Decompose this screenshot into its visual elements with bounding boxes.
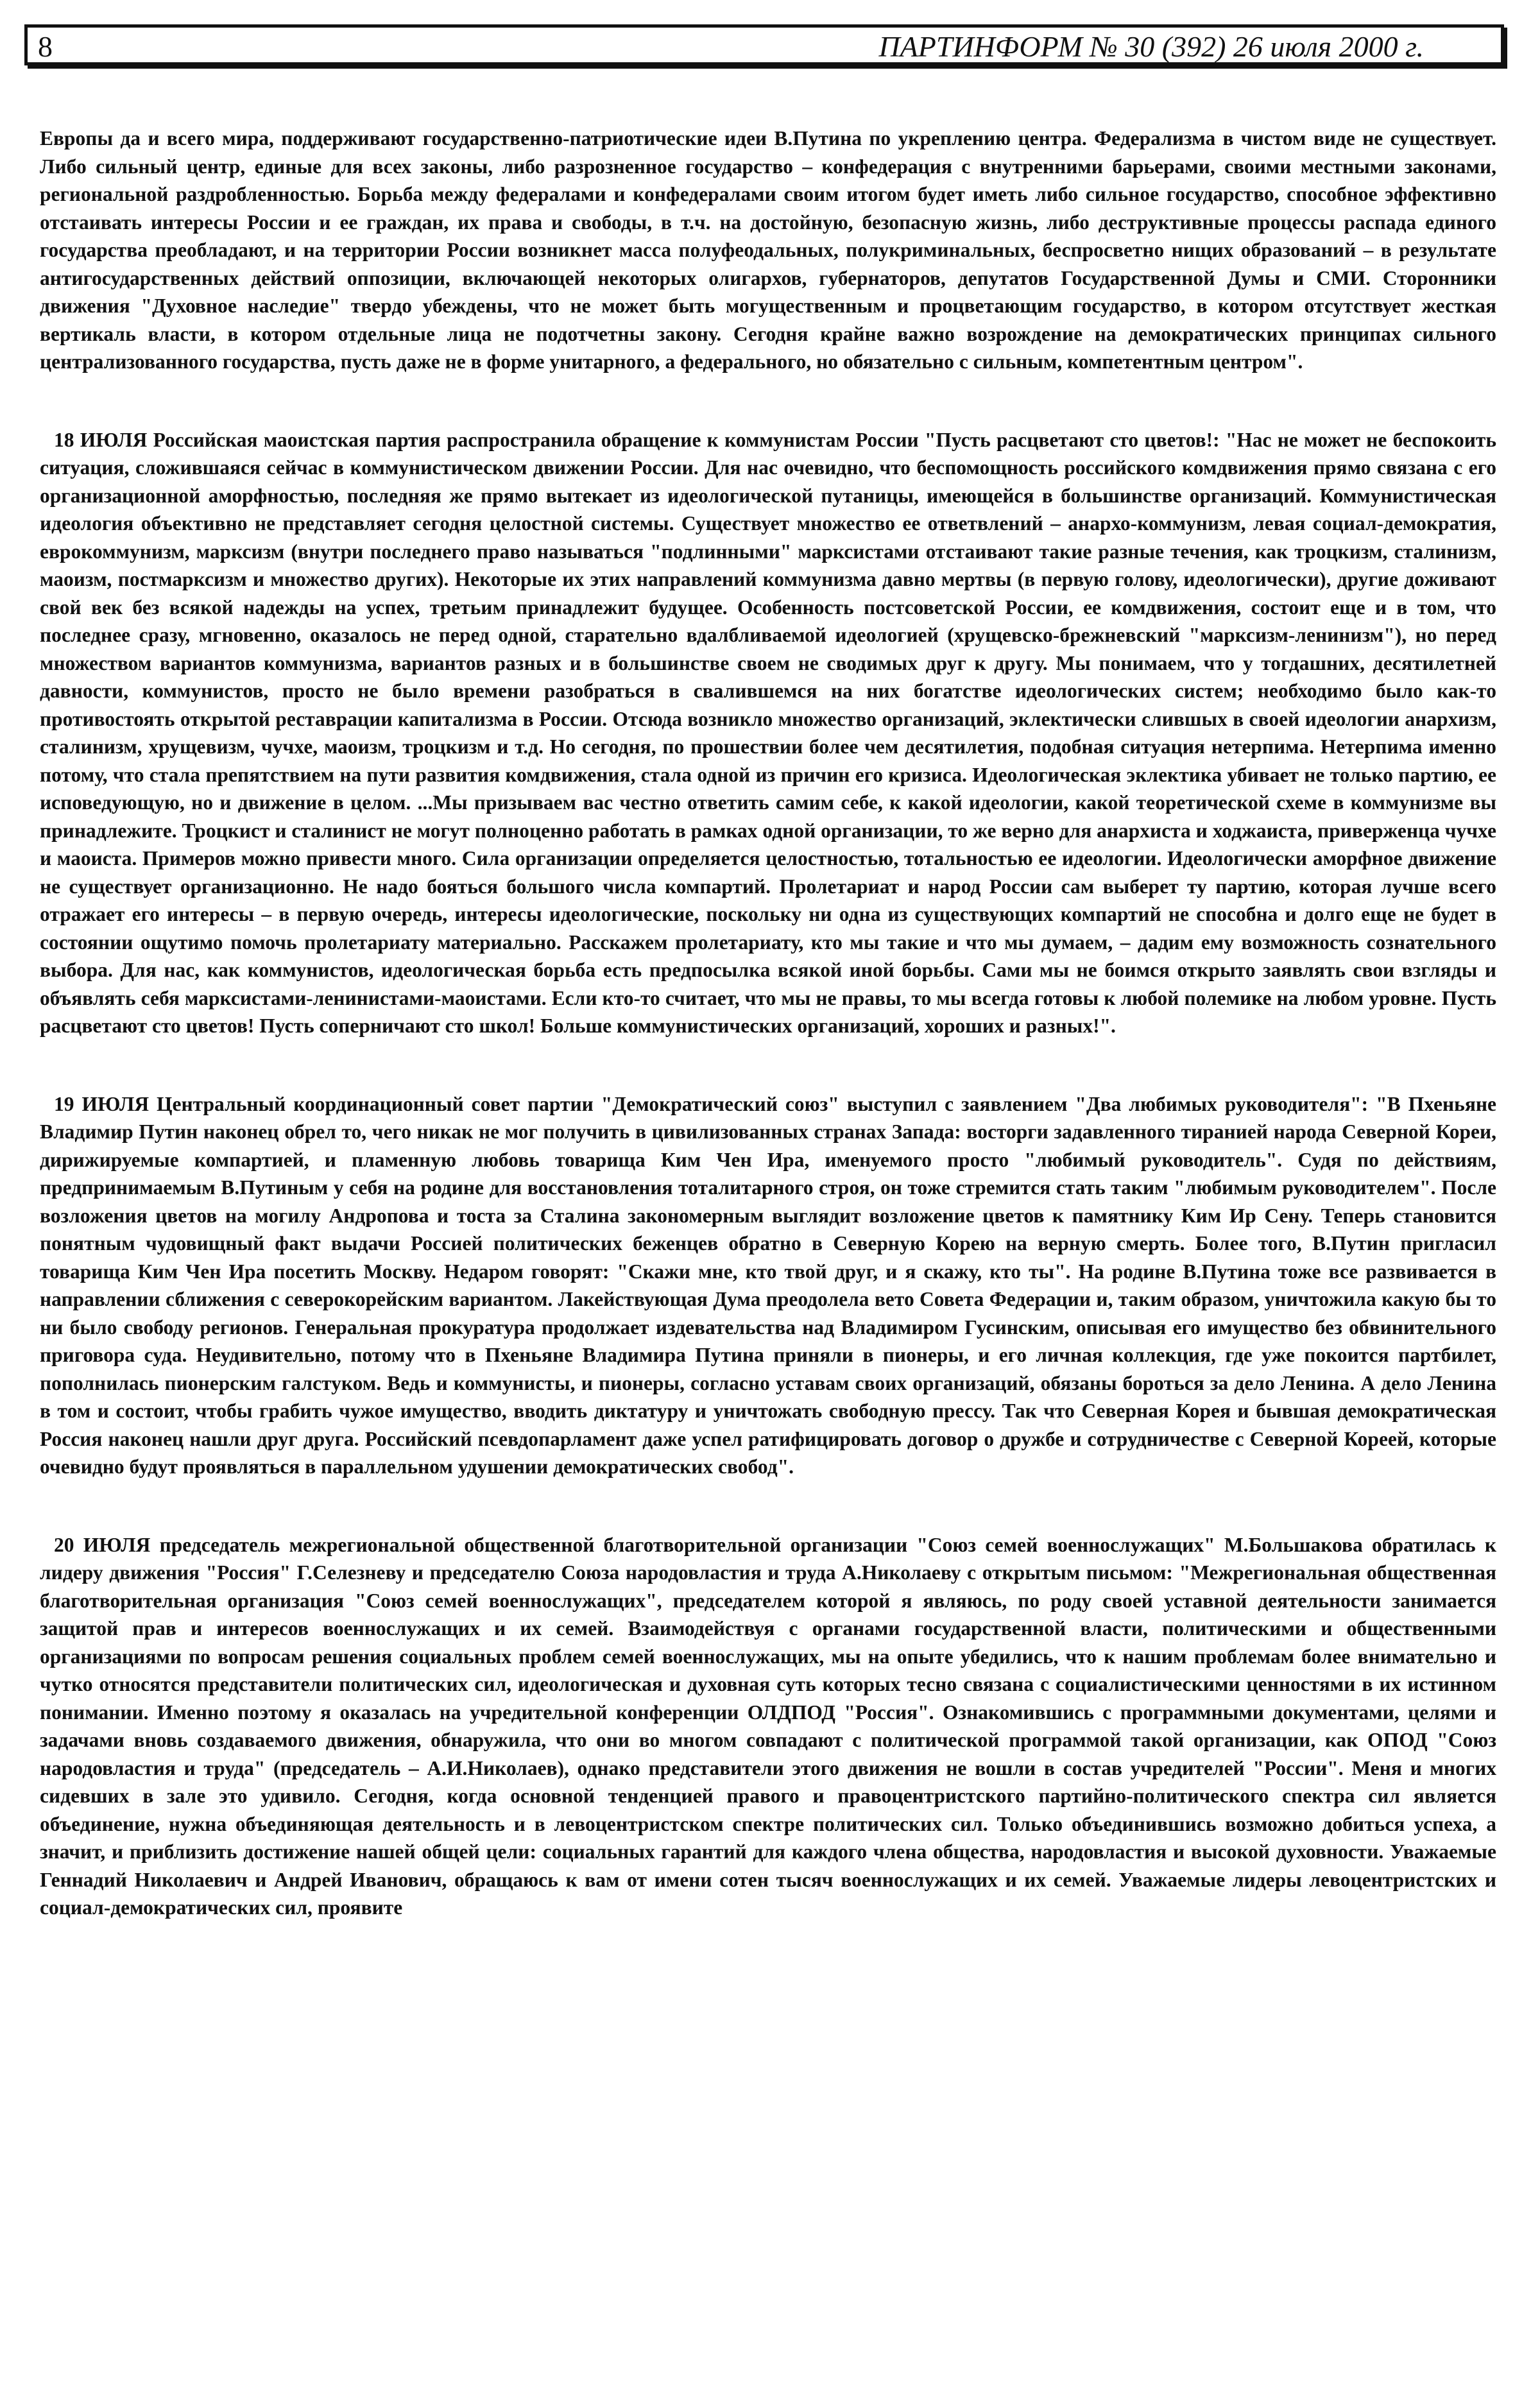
paragraph-july-18: 18 ИЮЛЯ Российская маоистская партия распространила обращение к коммунистам России "Пусть расцветают сто цветов!: "Нас не может не беспокоить ситуация, сложившаяся сейчас в коммунистическом движении России. Для нас очевидно, что беспомощность российского комдвижения прямо связана с его организационной аморфностью, последняя же прямо вытекает из идеологической путаницы, имеющейся в большинстве организаций. Коммунистическая идеология объективно не представляет сегодня целостной системы. Существует множество ее ответвлений – анархо-коммунизм, левая социал-демократия, еврокоммунизм, марксизм (внутри последнего право называться "подлинными" марксистами отстаивают такие разные течения, как троцкизм, сталинизм, маоизм, постмарксизм и множество других). Некоторые их этих направлений коммунизма давно мертвы (в первую голову, идеологически), другие доживают свой век без всякой надежды на успех, третьим принадлежит будущее. Особенность постсоветской России, ее комдвижения, состоит еще и в том, что последнее сразу, мгновенно, оказалось не перед одной, старательно вдалбливаемой идеологией (хрущевско-брежневский "марксизм-ленинизм"), но перед множеством вариантов коммунизма, вариантов разных и в большинстве своем не сводимых друг к другу. Мы понимаем, что у тогдашних, десятилетней давности, коммунистов, просто не было времени разобраться в свалившемся на них богатстве идеологических систем; необходимо было как-то противостоять открытой реставрации капитализма в России. Отсюда возникло множество организаций, эклектически слившых в своей идеологии анархизм, сталинизм, хрущевизм, чучхе, маоизм, троцкизм и т.д. Но сегодня, по прошествии более чем десятилетия, подобная ситуация нетерпима. Нетерпима именно потому, что стала препятствием на пути развития комдвижения, стала одной из причин его кризиса. Идеологическая эклектика убивает не только партию, ее исповедующую, но и движение в целом. ...Мы призываем вас честно ответить самим себе, к какой идеологии, какой теоретической схеме в коммунизме вы принадлежите. Троцкист и сталинист не могут полноценно работать в рамках одной организации, то же верно для анархиста и ходжаиста, приверженца чучхе и маоиста. Примеров можно привести много. Сила организации определяется целостностью, тотальностью ее идеологии. Идеологически аморфное движение не существует организационно. Не надо бояться большого числа компартий. Пролетариат и народ России сам выберет ту партию, которая лучше всего отражает его интересы – в первую очередь, интересы идеологические, поскольку ни одна из существующих компартий не способна и долго еще не будет в состоянии ощутимо помочь пролетариату материально. Расскажем пролетариату, кто мы такие и что мы думаем, – дадим ему возможность сознательного выбора. Для нас, как коммунистов, идеологическая борьба есть предпосылка всякой иной борьбы. Сами мы не боимся открыто заявлять свои взгляды и объявлять себя марксистами-ленинистами-маоистами. Если кто-то считает, что мы не правы, то мы всегда готовы к любой полемике на любом уровне. Пусть расцветают сто цветов! Пусть соперничают сто школ! Больше коммунистических организаций, хороших и разных!".: [40, 428, 1496, 1037]
issue-line: ПАРТИНФОРМ № 30 (392) 26 июля 2000 г.: [878, 30, 1424, 63]
paragraph-july-19: 19 ИЮЛЯ Центральный координационный совет партии "Демократический союз" выступил с заявлением "Два любимых руководителя": "В Пхеньяне Владимир Путин наконец обрел то, чего никак не мог получить в цивилизованных странах Запада: восторги задавленного тиранией народа Северной Кореи, дирижируемые компартией, и пламенную любовь товарища Ким Чен Ира, именуемого просто "любимый руководитель". Судя по действиям, предпринимаемым В.Путиным у себя на родине для восстановления тоталитарного строя, он тоже стремится стать таким "любимым руководителем". После возложения цветов на могилу Андропова и тоста за Сталина закономерным выглядит возложение цветов к памятнику Ким Ир Сену. Теперь становится понятным чудовищный факт выдачи Россией политических беженцев обратно в Северную Корею на верную смерть. Более того, В.Путин пригласил товарища Ким Чен Ира посетить Москву. Недаром говорят: "Скажи мне, кто твой друг, и я скажу, кто ты". На родине В.Путина тоже все развивается в направлении сближения с северокорейским вариантом. Лакействующая Дума преодолела вето Совета Федерации и, таким образом, уничтожила какую бы то ни было свободу регионов. Генеральная прокуратура продолжает издевательства над Владимиром Гусинским, описывая его имущество без обвинительного приговора суда. Неудивительно, потому что в Пхеньяне Владимира Путина приняли в пионеры, и его личная коллекция, где уже покоится партбилет, пополнилась пионерским галстуком. Ведь и коммунисты, и пионеры, согласно уставам своих организаций, обязаны бороться за дело Ленина. А дело Ленина в том и состоит, чтобы грабить чужое имущество, вводить диктатуру и уничтожать свободную прессу. Так что Северная Корея и бывшая демократическая Россия наконец нашли друг друга. Российский псевдопарламент даже успел ратифицировать договор о дружбе и сотрудничестве с Северной Кореей, которые очевидно будут проявляться в параллельном удушении демократических свобод".: [40, 1092, 1496, 1478]
paragraph-july-20: 20 ИЮЛЯ председатель межрегиональной общественной благотворительной организации "Союз семей военнослужащих" М.Большакова обратилась к лидеру движения "Россия" Г.Селезневу и председателю Союза народовластия и труда А.Николаеву с открытым письмом: "Межрегиональная общественная благотворительная организация "Союз семей военнослужащих", председателем которой я являюсь, по роду своей уставной деятельности занимается защитой прав и интересов военнослужащих и их семей. Взаимодействуя с органами государственной власти, политическими и общественными организациями по вопросам решения социальных проблем семей военнослужащих, мы на опыте убедились, что к нашим проблемам более внимательно и чутко относятся представители политических сил, идеологическая и духовная суть которых тесно связана с социалистическими ценностями в их истинном понимании. Именно поэтому я оказалась на учредительной конференции ОЛДПОД "Россия". Ознакомившись с программными документами, целями и задачами вновь создаваемого движения, обнаружила, что они во многом совпадают с политической программой такой организации, как ОПОД "Союз народовластия и труда" (председатель – А.И.Николаев), однако представители этого движения не вошли в состав учредителей "России". Меня и многих сидевших в зале это удивило. Сегодня, когда основной тенденцией правого и правоцентристского партийно-политического спектра сил является объединение, нужна объединяющая деятельность и в левоцентристском спектре политических сил. Только объединившись возможно добиться успеха, а значит, и приблизить достижение нашей общей цели: социальных гарантий для каждого члена общества, народовластия и высокой духовности. Уважаемые Геннадий Николаевич и Андрей Иванович, обращаюсь к вам от имени сотен тысяч военнослужащих и их семей. Уважаемые лидеры левоцентристских и социал-демократических сил, проявите: [40, 1533, 1496, 1919]
page-header: [24, 24, 1504, 65]
article-body: [40, 124, 1496, 1922]
paragraph-centralization: Европы да и всего мира, поддерживают государственно-патриотические идеи В.Путина по укреплению центра. Федерализма в чистом виде не существует. Либо сильный центр, единые для всех законы, либо разрозненное государство – конфедерация с внутренними барьерами, своими местными законами, региональной раздробленностью. Борьба между федералами и конфедералами своим итогом будет иметь либо сильное государство, способное эффективно отстаивать интересы России и ее граждан, их права и свободы, в т.ч. на достойную, безопасную жизнь, либо деструктивные процессы распада единого государства преобладают, и на территории России возникнет масса полуфеодальных, полукриминальных, беспросветно нищих образований – в результате антигосударственных действий оппозиции, включающей некоторых олигархов, губернаторов, депутатов Государственной Думы и СМИ. Сторонники движения "Духовное наследие" твердо убеждены, что не может быть могущественным и процветающим государство, в котором отсутствует жесткая вертикаль власти, в котором отдельные лица не подотчетны закону. Сегодня крайне важно возрождение на демократических принципах сильного централизованного государства, пусть даже не в форме унитарного, а федерального, но обязательно с сильным, компетентным центром".: [40, 127, 1496, 373]
page-number: 8: [38, 30, 53, 63]
